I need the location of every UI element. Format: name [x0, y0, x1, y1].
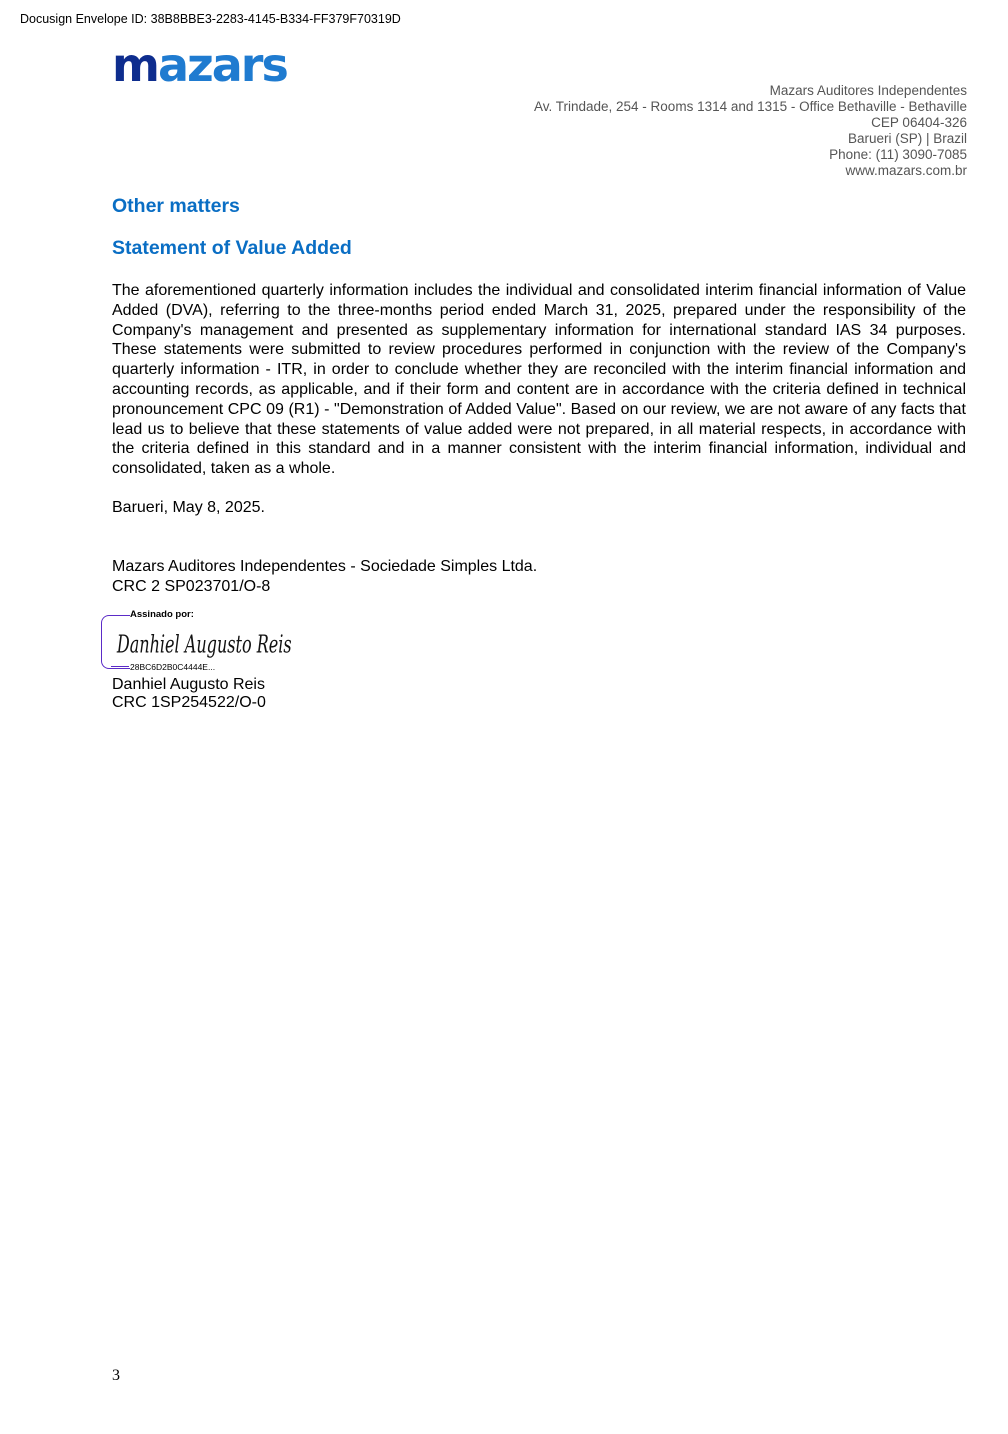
- signature-hash: 28BC6D2B0C4444E...: [130, 662, 216, 672]
- heading-statement-of-value-added: Statement of Value Added: [112, 237, 352, 259]
- mazars-logo: [112, 38, 287, 92]
- heading-other-matters: Other matters: [112, 195, 240, 217]
- signature-label: Assinado por:: [130, 609, 194, 620]
- logo-rest: azars: [157, 38, 287, 92]
- address-company: Mazars Auditores Independentes: [769, 83, 967, 98]
- signer-crc: CRC 1SP254522/O-0: [112, 694, 266, 711]
- handwritten-signature: [115, 623, 295, 663]
- handwritten-signature-text: Danhiel Augusto Reis: [116, 631, 292, 659]
- signature-frame-top: [111, 615, 129, 616]
- address-website: www.mazars.com.br: [845, 163, 967, 178]
- docusign-signature-stamp: [101, 609, 301, 673]
- audit-firm-name: Mazars Auditores Independentes - Sociedade Simples Ltda.: [112, 558, 538, 575]
- docusign-envelope-id: Docusign Envelope ID: 38B8BBE3-2283-4145-B334-FF379F70319D: [20, 12, 401, 26]
- address-phone: Phone: (11) 3090-7085: [829, 147, 967, 162]
- signer-name: Danhiel Augusto Reis: [112, 676, 265, 693]
- audit-firm-crc: CRC 2 SP023701/O-8: [112, 578, 271, 595]
- address-city: Barueri (SP) | Brazil: [847, 131, 967, 146]
- page-number: 3: [112, 1367, 120, 1384]
- address-street: Av. Trindade, 254 - Rooms 1314 and 1315 - Office Bethaville - Bethaville: [533, 99, 967, 114]
- address-postal-code: CEP 06404-326: [871, 115, 967, 130]
- statement-paragraph: The aforementioned quarterly information includes the individual and consolidated interim financial information of Value Added (DVA), referring to the three-months period ended March 31, 2025, prepared under the responsibility of the Company's management and presented as supplementary information for international standard IAS 34 purposes. These statements were submitted to review procedures performed in conjunction with the review of the Company's quarterly information - ITR, in order to conclude whether they are reconciled with the interim financial information and accounting records, as applicable, and if their form and content are in accordance with the criteria defined in technical pronouncement CPC 09 (R1) - "Demonstration of Added Value". Based on our review, we are not aware of any facts that lead us to believe that these statements of value added were not prepared, in all material respects, in accordance with the criteria defined in this standard and in a manner consistent with the interim financial information, individual and consolidated, taken as a whole.: [112, 282, 966, 478]
- place-and-date: Barueri, May 8, 2025.: [112, 499, 265, 516]
- signature-frame-bottom: [111, 666, 129, 667]
- company-address-block: [534, 83, 967, 179]
- logo-m: m: [112, 38, 158, 92]
